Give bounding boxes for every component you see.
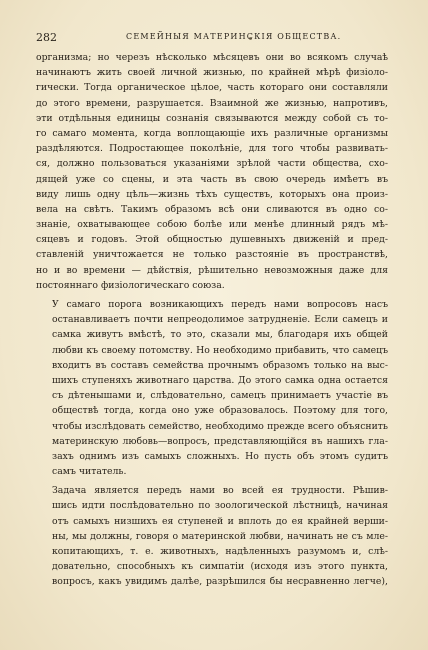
text-line: самъ читатель.: [52, 466, 127, 478]
text-line: входитъ въ составъ семейства прочнымъ образомъ только на выс-: [52, 359, 388, 371]
text-line: вопросъ, какъ увидимъ далѣе, разрѣшился бы несравненно легче),: [52, 576, 388, 588]
text-line: Задача является передъ нами во всей ея трудности. Рѣшив-: [52, 485, 388, 497]
running-head: СЕМЕЙНЫЯ МАТЕРИНСКІЯ ОБЩЕСТВА.: [126, 32, 342, 41]
text-line: обществѣ тогда, когда оно уже образовалось. Поэтому для того,: [52, 405, 388, 417]
text-line: ны, мы должны, говоря о материнской любви, начинать не съ мле-: [52, 530, 388, 542]
text-line: раздѣляются. Подростающее поколѣніе, для того чтобы развивать-: [36, 143, 388, 155]
text-line: ставленій уничтожается не только разстояніе въ пространствѣ,: [36, 249, 388, 261]
paragraph: [36, 50, 388, 293]
text-line: копитающихъ, т. е. животныхъ, надѣленныхъ разумомъ и, слѣ-: [52, 546, 388, 557]
text-line: съ дѣтенышами и, слѣдовательно, самецъ принимаетъ участіе въ: [52, 390, 388, 402]
text-line: знаніе, охватывающее собою болѣе или менѣе длинный рядъ мѣ-: [36, 219, 388, 231]
text-line: У самаго порога возникающихъ передъ нами вопросовъ насъ: [52, 299, 388, 310]
text-line: сяцевъ и годовъ. Этой общностью душевныхъ движеній и пред-: [36, 234, 388, 246]
page-number: 282: [36, 31, 57, 44]
text-line: постояннаго физіологическаго союза.: [36, 279, 225, 291]
text-line: виду лишь одну цѣль—жизнь тѣхъ существъ, которыхъ она произ-: [36, 188, 388, 200]
text-line: начинаютъ жить своей личной жизнью, по крайней мѣрѣ физіоло-: [36, 67, 388, 79]
text-line: шихъ ступеняхъ животнаго царства. До этого самка одна остается: [52, 374, 388, 386]
text-line: самка живутъ вмѣстѣ, то это, сказали мы, благодаря ихъ общей: [52, 329, 388, 341]
text-line: го самаго момента, когда воплощающіе ихъ различные организмы: [36, 127, 388, 139]
text-line: останавливаетъ почти непреодолимое затрудненіе. Если самецъ и: [52, 314, 388, 326]
body-text: [36, 50, 388, 590]
text-line: гически. Тогда органическое цѣлое, часть котораго они составляли: [36, 82, 388, 94]
text-line: любви къ своему потомству. Но необходимо прибавить, что самецъ: [52, 344, 388, 356]
text-line: довательно, способныхъ къ симпатіи (исходя изъ этого пункта,: [52, 561, 388, 573]
text-line: организма; но черезъ нѣсколько мѣсяцевъ они во всякомъ случаѣ: [36, 52, 388, 63]
text-line: захъ однимъ изъ самыхъ сложныхъ. Но пусть объ этомъ судитъ: [52, 450, 388, 462]
page-header: [36, 31, 392, 45]
text-line: отъ самыхъ низшихъ ея ступеней и вплоть до ея крайней верши-: [52, 515, 388, 527]
paragraph: [36, 297, 388, 479]
text-line: ся, должно пользоваться указаніями зрѣлой части общества, схо-: [36, 158, 388, 170]
text-line: эти отдѣльныя единицы сознанія связываются между собой съ то-: [36, 112, 388, 124]
text-line: до этого времени, разрушается. Взаимной же жизнью, напротивъ,: [36, 97, 388, 109]
text-line: дящей уже со сцены, и эта часть въ свою очередь имѣетъ въ: [36, 173, 388, 185]
text-line: вела на свѣтъ. Такимъ образомъ всѣ они сливаются въ одно со-: [36, 203, 388, 215]
paragraph: [36, 483, 388, 589]
text-line: но и во времени — дѣйствія, рѣшительно невозможныя даже для: [36, 264, 388, 276]
text-line: шись идти послѣдовательно по зоологической лѣстницѣ, начиная: [52, 500, 388, 512]
text-line: чтобы изслѣдовать семейство, необходимо прежде всего объяснить: [52, 420, 388, 432]
text-line: материнскую любовь—вопросъ, представляющійся въ нашихъ гла-: [52, 435, 388, 447]
